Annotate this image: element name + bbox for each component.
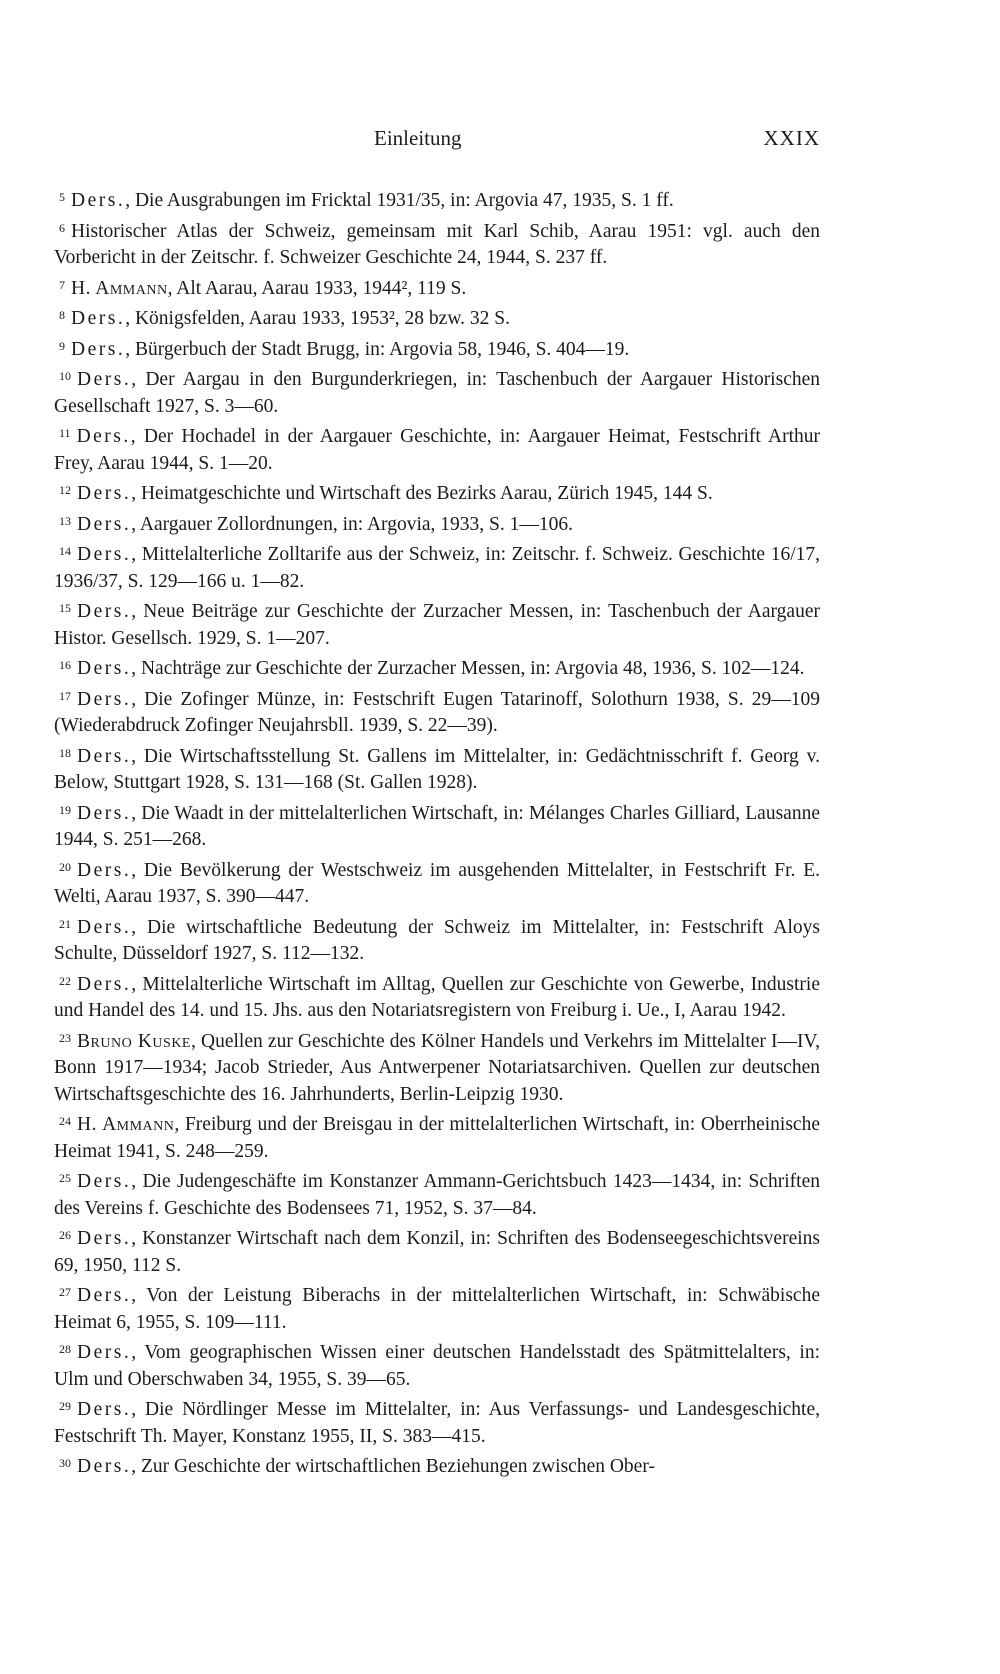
footnote-author: Ders. [77, 916, 132, 938]
footnote-author: Ders. [77, 859, 132, 881]
footnote-author: Ders. [77, 369, 132, 390]
footnote [54, 1336, 820, 1393]
footnote-number: 15 [59, 601, 71, 615]
footnote-text: , Heimatgeschichte und Wirtschaft des Bezirks Aarau, Zürich 1945, 144 S. [131, 483, 713, 504]
footnote-author: Ders. [77, 513, 132, 535]
footnote-number: 7 [59, 277, 65, 292]
footnote-number: 24 [59, 1114, 71, 1128]
footnote-text: , Neue Beiträge zur Geschichte der Zurzacher Messen, in: Taschenbuch der Aargauer Histor. Gesellsch. 1929, S. 1—207. [54, 601, 820, 649]
footnote-text: , Der Aargau in den Burgunderkriegen, in: Taschenbuch der Aargauer Historischen Gesellschaft 1927, S. 3—60. [54, 369, 820, 417]
footnote-number: 30 [59, 1456, 71, 1470]
footnote-text: , Die Nördlinger Messe im Mittelalter, in: Aus Verfassungs- und Landesgeschichte, Festschrift Th. Mayer, Konstanz 1955, II, S. 383—415. [54, 1399, 820, 1447]
footnote-number: 18 [59, 745, 71, 760]
footnote [54, 683, 820, 740]
footnote-number: 10 [59, 369, 71, 383]
footnote-text: , Die Wirtschaftsstellung St. Gallens im Mittelalter, in: Gedächtnisschrift f. Georg v. Below, Stuttgart 1928, S. 131—168 (St. Gallen 1928). [54, 745, 820, 793]
footnote-number: 20 [59, 859, 71, 874]
page-number: XXIX [763, 126, 820, 150]
footnote-text: , Königsfelden, Aarau 1933, 1953², 28 bzw. 32 S. [125, 308, 510, 329]
footnote-text: Historischer Atlas der Schweiz, gemeinsam mit Karl Schib, Aarau 1951: vgl. auch den Vorbericht in der Zeitschr. f. Schweizer Geschichte 24, 1944, S. 237 ff. [54, 220, 820, 268]
footnote-number: 12 [59, 483, 71, 497]
footnote [54, 215, 820, 272]
footnote-number: 19 [59, 802, 71, 817]
footnote-text: , Alt Aarau, Aarau 1933, 1944², 119 S. [167, 277, 467, 299]
footnote-author: Ders. [77, 1171, 132, 1192]
footnote [54, 333, 820, 364]
footnote-number: 23 [59, 1030, 71, 1045]
footnote-author: Ders. [77, 802, 132, 824]
footnote-text: , Vom geographischen Wissen einer deutschen Handelsstadt des Spätmittelalters, in: Ulm und Oberschwaben 34, 1955, S. 39—65. [54, 1342, 820, 1390]
footnote-author: Ders. [71, 190, 126, 211]
footnote-text: , Mittelalterliche Zolltarife aus der Schweiz, in: Zeitschr. f. Schweiz. Geschichte 16/17, 1936/37, S. 129—166 u. 1—82. [54, 544, 820, 592]
footnote-author: H. Ammann [77, 1114, 175, 1135]
footnote-text: , Von der Leistung Biberachs in der mittelalterlichen Wirtschaft, in: Schwäbische Heimat 6, 1955, S. 109—111. [54, 1285, 820, 1333]
footnote-number: 13 [59, 513, 71, 528]
footnote [54, 302, 820, 333]
footnote-author: Ders. [77, 1285, 132, 1306]
footnote-author: H. Ammann [71, 277, 168, 299]
footnote [54, 272, 820, 303]
footnote-author: Ders. [76, 426, 131, 447]
footnote [54, 477, 820, 508]
footnote-number: 6 [59, 220, 65, 235]
footnote-number: 16 [59, 658, 71, 672]
footnote-text: , Die Waadt in der mittelalterlichen Wirtschaft, in: Mélanges Charles Gilliard, Lausanne 1944, S. 251—268. [54, 802, 820, 850]
footnote-author: Ders. [77, 1342, 132, 1363]
footnote [54, 740, 820, 797]
footnote-number: 22 [59, 973, 71, 988]
footnote [54, 1222, 820, 1279]
footnote [54, 420, 820, 477]
footnote-list [54, 184, 820, 1481]
footnote-author: Bruno Kuske [77, 1030, 191, 1052]
footnote-text: , Die wirtschaftliche Bedeutung der Schweiz im Mittelalter, in: Festschrift Aloys Schulte, Düsseldorf 1927, S. 112—132. [54, 916, 820, 964]
footnote [54, 854, 820, 911]
footnote-author: Ders. [77, 483, 132, 504]
footnote [54, 797, 820, 854]
footnote-author: Ders. [71, 308, 126, 329]
footnote-number: 17 [59, 688, 71, 703]
footnote-author: Ders. [77, 973, 132, 995]
footnote-number: 28 [59, 1342, 71, 1356]
footnote [54, 184, 820, 215]
footnote-text: , Die Ausgrabungen im Fricktal 1931/35, in: Argovia 47, 1935, S. 1 ff. [125, 190, 674, 211]
footnote [54, 508, 820, 539]
footnote [54, 968, 820, 1025]
running-title: Einleitung [374, 126, 462, 150]
footnote-author: Ders. [77, 1399, 132, 1420]
footnote-text: , Quellen zur Geschichte des Kölner Handels und Verkehrs im Mittelalter I—IV, Bonn 1917—1934; Jacob Strieder, Aus Antwerpener Notariatsarchiven. Quellen zur deutschen Wirtschaftsgeschichte des 16. Jahrhunderts, Berlin-Leipzig 1930. [54, 1030, 820, 1105]
footnote-text: , Nachträge zur Geschichte der Zurzacher Messen, in: Argovia 48, 1936, S. 102—124. [131, 658, 805, 679]
footnote-author: Ders. [77, 688, 132, 710]
footnote-number: 14 [59, 544, 71, 558]
footnote-text: , Die Judengeschäfte im Konstanzer Ammann-Gerichtsbuch 1423—1434, in: Schriften des Vereins f. Geschichte des Bodensees 71, 1952, S. 37—84. [54, 1171, 820, 1219]
footnote [54, 1025, 820, 1109]
footnote-text: , Konstanzer Wirtschaft nach dem Konzil, in: Schriften des Bodenseegeschichtsvereins 69, 1950, 112 S. [54, 1228, 820, 1276]
footnote-number: 27 [59, 1285, 71, 1299]
footnote [54, 1108, 820, 1165]
footnote-number: 9 [59, 338, 65, 353]
footnote-author: Ders. [77, 1456, 132, 1477]
footnote-text: , Zur Geschichte der wirtschaftlichen Beziehungen zwischen Ober- [131, 1456, 655, 1477]
footnote-number: 26 [59, 1228, 71, 1242]
footnote [54, 595, 820, 652]
footnote-author: Ders. [77, 745, 132, 767]
footnote-author: Ders. [77, 544, 132, 565]
footnote [54, 1393, 820, 1450]
footnote-number: 21 [59, 916, 71, 931]
footnote [54, 363, 820, 420]
footnote [54, 1165, 820, 1222]
footnote-author: Ders. [71, 338, 126, 360]
footnote-text: , Die Zofinger Münze, in: Festschrift Eugen Tatarinoff, Solothurn 1938, S. 29—109 (Wiederabdruck Zofinger Neujahrsbll. 1939, S. 22—39). [54, 688, 820, 736]
footnote [54, 652, 820, 683]
footnote [54, 538, 820, 595]
footnote-number: 25 [59, 1171, 71, 1185]
footnote-number: 8 [59, 308, 65, 322]
footnote-text: , Der Hochadel in der Aargauer Geschichte, in: Aargauer Heimat, Festschrift Arthur Frey, Aarau 1944, S. 1—20. [54, 426, 820, 474]
footnote-text: , Bürgerbuch der Stadt Brugg, in: Argovia 58, 1946, S. 404—19. [125, 338, 630, 360]
footnote [54, 1279, 820, 1336]
footnote [54, 911, 820, 968]
footnote-text: , Freiburg und der Breisgau in der mittelalterlichen Wirtschaft, in: Oberrheinische Heimat 1941, S. 248—259. [54, 1114, 820, 1162]
footnote-text: , Aargauer Zollordnungen, in: Argovia, 1933, S. 1—106. [131, 513, 573, 535]
running-header [54, 126, 820, 156]
footnote-number: 11 [59, 426, 71, 440]
footnote-author: Ders. [77, 1228, 132, 1249]
footnote-author: Ders. [77, 601, 132, 622]
footnote-text: , Mittelalterliche Wirtschaft im Alltag, Quellen zur Geschichte von Gewerbe, Industrie und Handel des 14. und 15. Jhs. aus den Notariatsregistern von Freiburg i. Ue., I, Aarau 1942. [54, 973, 820, 1021]
footnote-number: 5 [59, 190, 65, 204]
footnote [54, 1450, 820, 1481]
footnote-number: 29 [59, 1399, 71, 1413]
footnote-author: Ders. [77, 658, 132, 679]
footnote-text: , Die Bevölkerung der Westschweiz im ausgehenden Mittelalter, in Festschrift Fr. E. Welti, Aarau 1937, S. 390—447. [54, 859, 820, 907]
